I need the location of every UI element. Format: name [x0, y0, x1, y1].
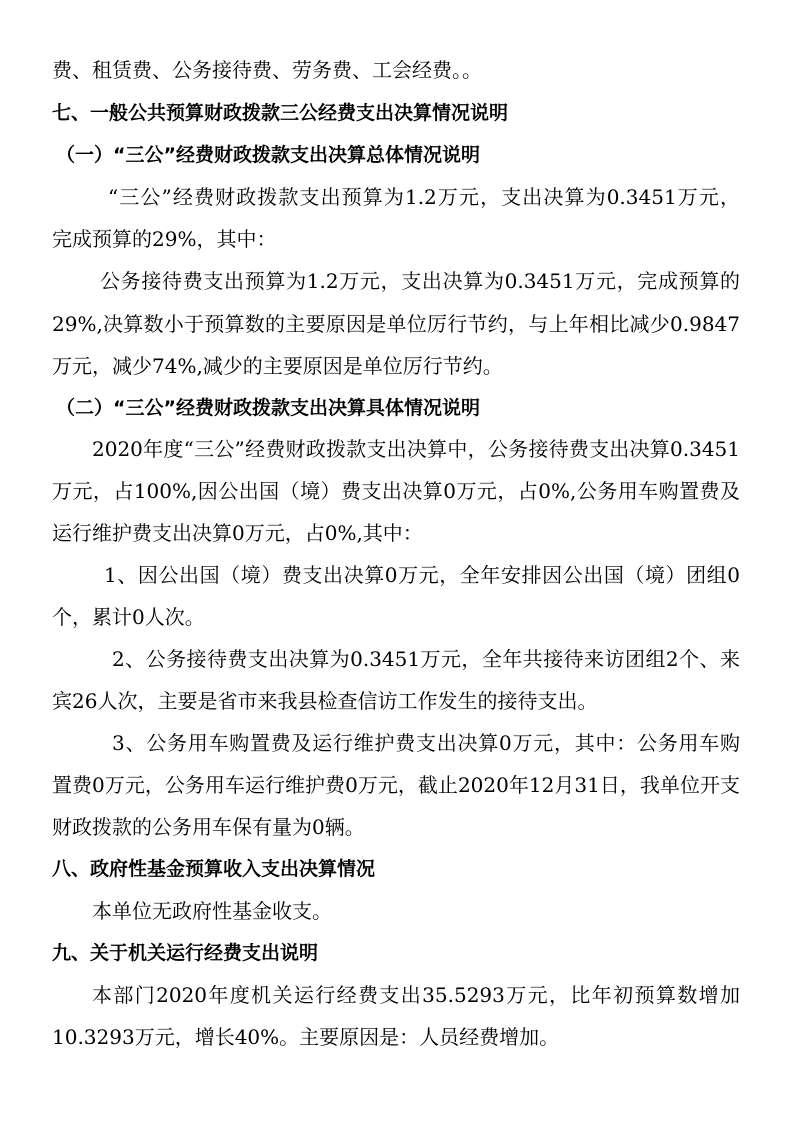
paragraph-line: 财政拨款的公务用车保有量为0辆。 [52, 815, 365, 839]
paragraph-line: 2、公务接待费支出决算为0.3451万元，全年共接待来访团组2个、来 [112, 647, 740, 671]
paragraph-line: 完成预算的29%，其中： [52, 227, 277, 251]
subsection-heading: （二）“三公”经费财政拨款支出决算具体情况说明 [56, 397, 480, 419]
paragraph-line: 万元，占100%,因公出国（境）费支出决算0万元，占0%,公务用车购置费及 [52, 479, 740, 503]
paragraph-line: 运行维护费支出决算0万元，占0%,其中： [52, 521, 423, 545]
paragraph-line: 本部门2020年度机关运行经费支出35.5293万元，比年初预算数增加 [92, 983, 740, 1007]
paragraph-line: 置费0万元，公务用车运行维护费0万元，截止2020年12月31日，我单位开支 [52, 773, 740, 797]
paragraph-line: 个，累计0人次。 [52, 605, 205, 629]
paragraph-line: 29%,决算数小于预算数的主要原因是单位厉行节约，与上年相比减少0.9847 [52, 312, 740, 336]
paragraph-line: 1、因公出国（境）费支出决算0万元，全年安排因公出国（境）团组0 [104, 563, 740, 587]
section-heading: 八、政府性基金预算收入支出决算情况 [52, 858, 376, 880]
paragraph-line: 本单位无政府性基金收支。 [92, 899, 332, 923]
paragraph-line: 宾26人次，主要是省市来我县检查信访工作发生的接待支出。 [52, 689, 598, 713]
section-heading: 九、关于机关运行经费支出说明 [52, 942, 319, 964]
section-heading: 七、一般公共预算财政拨款三公经费支出决算情况说明 [52, 102, 509, 124]
paragraph-line: 公务接待费支出预算为1.2万元，支出决算为0.3451万元，完成预算的 [100, 269, 740, 293]
paragraph-line: “三公”经费财政拨款支出预算为1.2万元，支出决算为0.3451万元， [108, 185, 740, 209]
paragraph-line: 3、公务用车购置费及运行维护费支出决算0万元，其中：公务用车购 [112, 731, 740, 755]
subsection-heading: （一）“三公”经费财政拨款支出决算总体情况说明 [56, 144, 480, 166]
paragraph-line: 2020年度“三公”经费财政拨款支出决算中，公务接待费支出决算0.3451 [92, 437, 740, 461]
paragraph-line: 费、租赁费、公务接待费、劳务费、工会经费。。 [52, 58, 482, 82]
paragraph-line: 万元，减少74%,减少的主要原因是单位厉行节约。 [52, 354, 503, 378]
paragraph-line: 10.3293万元，增长40%。主要原因是：人员经费增加。 [52, 1025, 560, 1049]
